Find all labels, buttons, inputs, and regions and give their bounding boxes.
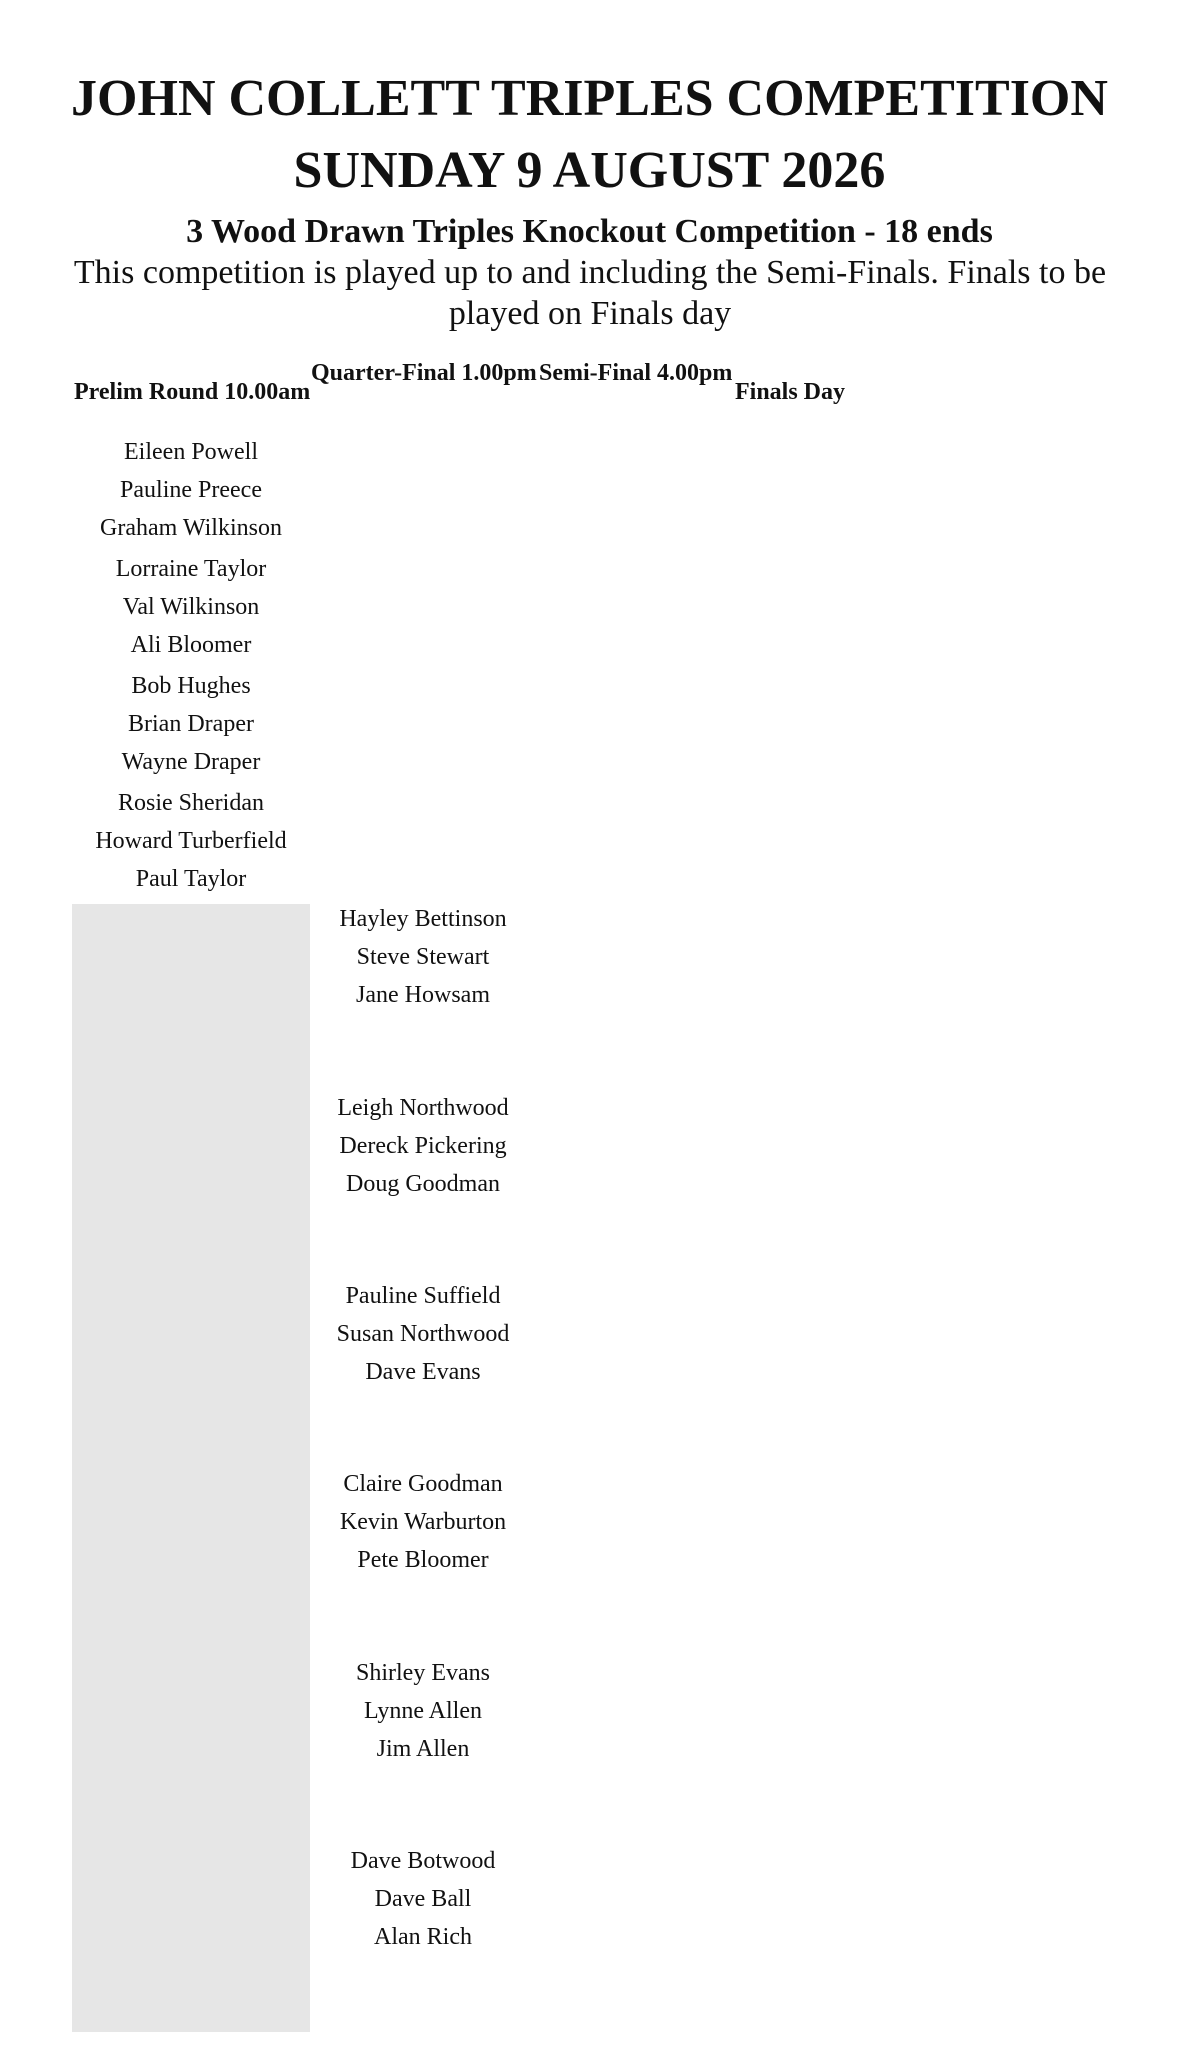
player-name: Doug Goodman <box>346 1171 500 1197</box>
quarter-final-team <box>310 1654 536 1768</box>
player-name: Pauline Suffield <box>345 1283 501 1309</box>
player-name: Ali Bloomer <box>130 632 252 658</box>
quarter-final-team <box>310 1089 536 1203</box>
finals-day-header: Finals Day <box>735 379 846 405</box>
player-name: Dave Botwood <box>350 1848 496 1874</box>
player-name: Jane Howsam <box>356 982 490 1008</box>
player-name: Bob Hughes <box>131 673 251 699</box>
player-name: Pauline Preece <box>120 477 262 503</box>
competition-format: 3 Wood Drawn Triples Knockout Competition - 18 ends <box>186 213 993 250</box>
player-name: Hayley Bettinson <box>339 906 507 932</box>
player-name: Dave Evans <box>365 1359 481 1385</box>
quarter-final-header: Quarter-Final 1.00pm <box>311 360 537 386</box>
player-name: Dereck Pickering <box>339 1133 507 1159</box>
quarter-final-team <box>310 1465 536 1579</box>
player-name: Steve Stewart <box>356 944 490 970</box>
player-name: Rosie Sheridan <box>118 790 264 816</box>
player-name: Claire Goodman <box>343 1471 503 1497</box>
competition-note: This competition is played up to and including the Semi-Finals. Finals to be played on Finals day <box>73 254 1107 332</box>
player-name: Leigh Northwood <box>337 1095 509 1121</box>
quarter-final-team <box>310 1277 536 1391</box>
player-name: Lynne Allen <box>364 1698 482 1724</box>
prelim-team <box>72 550 310 664</box>
prelim-team <box>72 433 310 547</box>
player-name: Pete Bloomer <box>357 1547 489 1573</box>
player-name: Wayne Draper <box>121 749 261 775</box>
quarter-final-team <box>310 900 536 1014</box>
player-name: Susan Northwood <box>336 1321 510 1347</box>
player-name: Kevin Warburton <box>339 1509 507 1535</box>
prelim-team <box>72 784 310 898</box>
prelim-team <box>72 667 310 781</box>
competition-title: JOHN COLLETT TRIPLES COMPETITION <box>71 70 1108 127</box>
player-name: Brian Draper <box>128 711 254 737</box>
player-name: Jim Allen <box>376 1736 470 1762</box>
competition-date: SUNDAY 9 AUGUST 2026 <box>293 142 886 199</box>
prelim-round-header: Prelim Round 10.00am <box>74 379 311 405</box>
player-name: Paul Taylor <box>135 866 247 892</box>
prelim-bye-shading <box>72 904 310 2032</box>
player-name: Graham Wilkinson <box>100 515 282 541</box>
semi-final-header: Semi-Final 4.00pm <box>539 360 733 386</box>
player-name: Shirley Evans <box>356 1660 490 1686</box>
player-name: Alan Rich <box>374 1924 472 1950</box>
player-name: Val Wilkinson <box>122 594 260 620</box>
player-name: Howard Turberfield <box>95 828 287 854</box>
quarter-final-team <box>310 1842 536 1956</box>
player-name: Lorraine Taylor <box>115 556 267 582</box>
player-name: Eileen Powell <box>124 439 258 465</box>
player-name: Dave Ball <box>374 1886 472 1912</box>
